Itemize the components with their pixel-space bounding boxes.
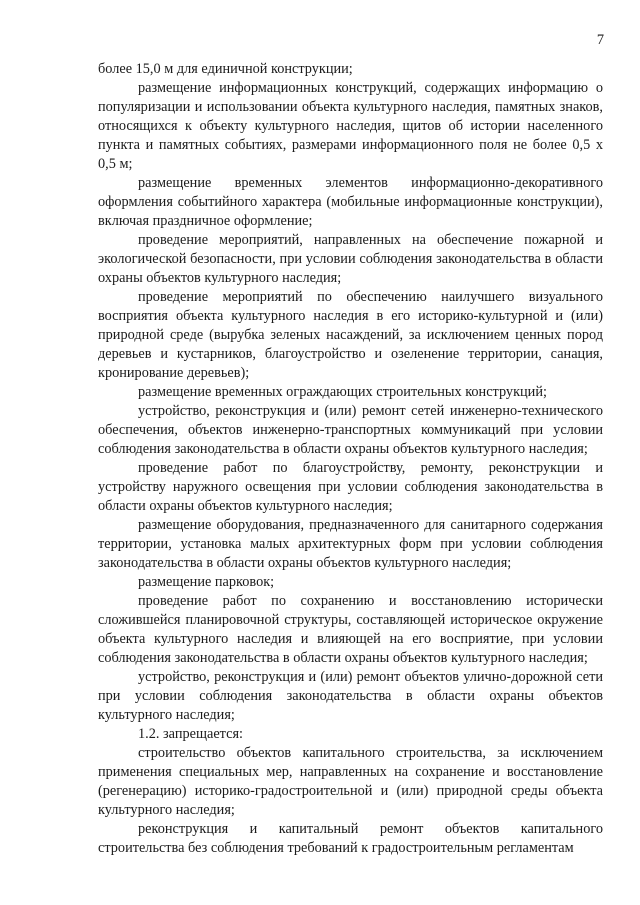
paragraph: реконструкция и капитальный ремонт объектов капитального строительства без соблюдения требований к градостроительным регламентам xyxy=(98,821,603,856)
paragraph: проведение работ по сохранению и восстановлению исторически сложившейся планировочной структуры, составляющей историческое окружение объекта культурного наследия и влияющей на его восприятие, при условии соблюдения законодательства в области охраны объектов культурного наследия; xyxy=(98,593,603,666)
document-body xyxy=(98,60,603,858)
paragraph: размещение парковок; xyxy=(138,574,275,590)
paragraph: проведение мероприятий по обеспечению наилучшего визуального восприятия объекта культурного наследия в его историко-культурной и (или) природной среде (вырубка зеленых насаждений, за исключением ценных пород деревьев и кустарников, благоустройство и озеленение территории, санация, кронирование деревьев); xyxy=(98,289,603,381)
paragraph: размещение оборудования, предназначенного для санитарного содержания территории, установка малых архитектурных форм при условии соблюдения законодательства в области охраны объектов культурного наследия; xyxy=(98,517,603,571)
paragraph: проведение мероприятий, направленных на обеспечение пожарной и экологической безопасности, при условии соблюдения законодательства в области охраны объектов культурного наследия; xyxy=(98,232,603,286)
paragraph: строительство объектов капитального строительства, за исключением применения специальных мер, направленных на сохранение и восстановление (регенерацию) историко-градостроительной и (или) природной среды объекта культурного наследия; xyxy=(98,745,603,818)
paragraph: более 15,0 м для единичной конструкции; xyxy=(98,61,353,77)
paragraph: размещение информационных конструкций, содержащих информацию о популяризации и использовании объекта культурного наследия, памятных знаков, относящихся к объекту культурного наследия, щитов об истории населенного пункта и памятных событиях, размерами информационного поля не более 0,5 х 0,5 м; xyxy=(98,80,603,172)
section-heading: 1.2. запрещается: xyxy=(138,726,243,742)
paragraph: размещение временных элементов информационно-декоративного оформления событийного характера (мобильные информационные конструкции), включая праздничное оформление; xyxy=(98,175,603,229)
page-number: 7 xyxy=(596,32,604,48)
paragraph: проведение работ по благоустройству, ремонту, реконструкции и устройству наружного освещения при условии соблюдения законодательства в области охраны объектов культурного наследия; xyxy=(98,460,603,514)
paragraph: устройство, реконструкция и (или) ремонт сетей инженерно-технического обеспечения, объектов инженерно-транспортных коммуникаций при условии соблюдения законодательства в области охраны объектов культурного наследия; xyxy=(98,403,603,457)
paragraph: устройство, реконструкция и (или) ремонт объектов улично-дорожной сети при условии соблюдения законодательства в области охраны объектов культурного наследия; xyxy=(98,669,603,723)
paragraph: размещение временных ограждающих строительных конструкций; xyxy=(138,384,547,400)
